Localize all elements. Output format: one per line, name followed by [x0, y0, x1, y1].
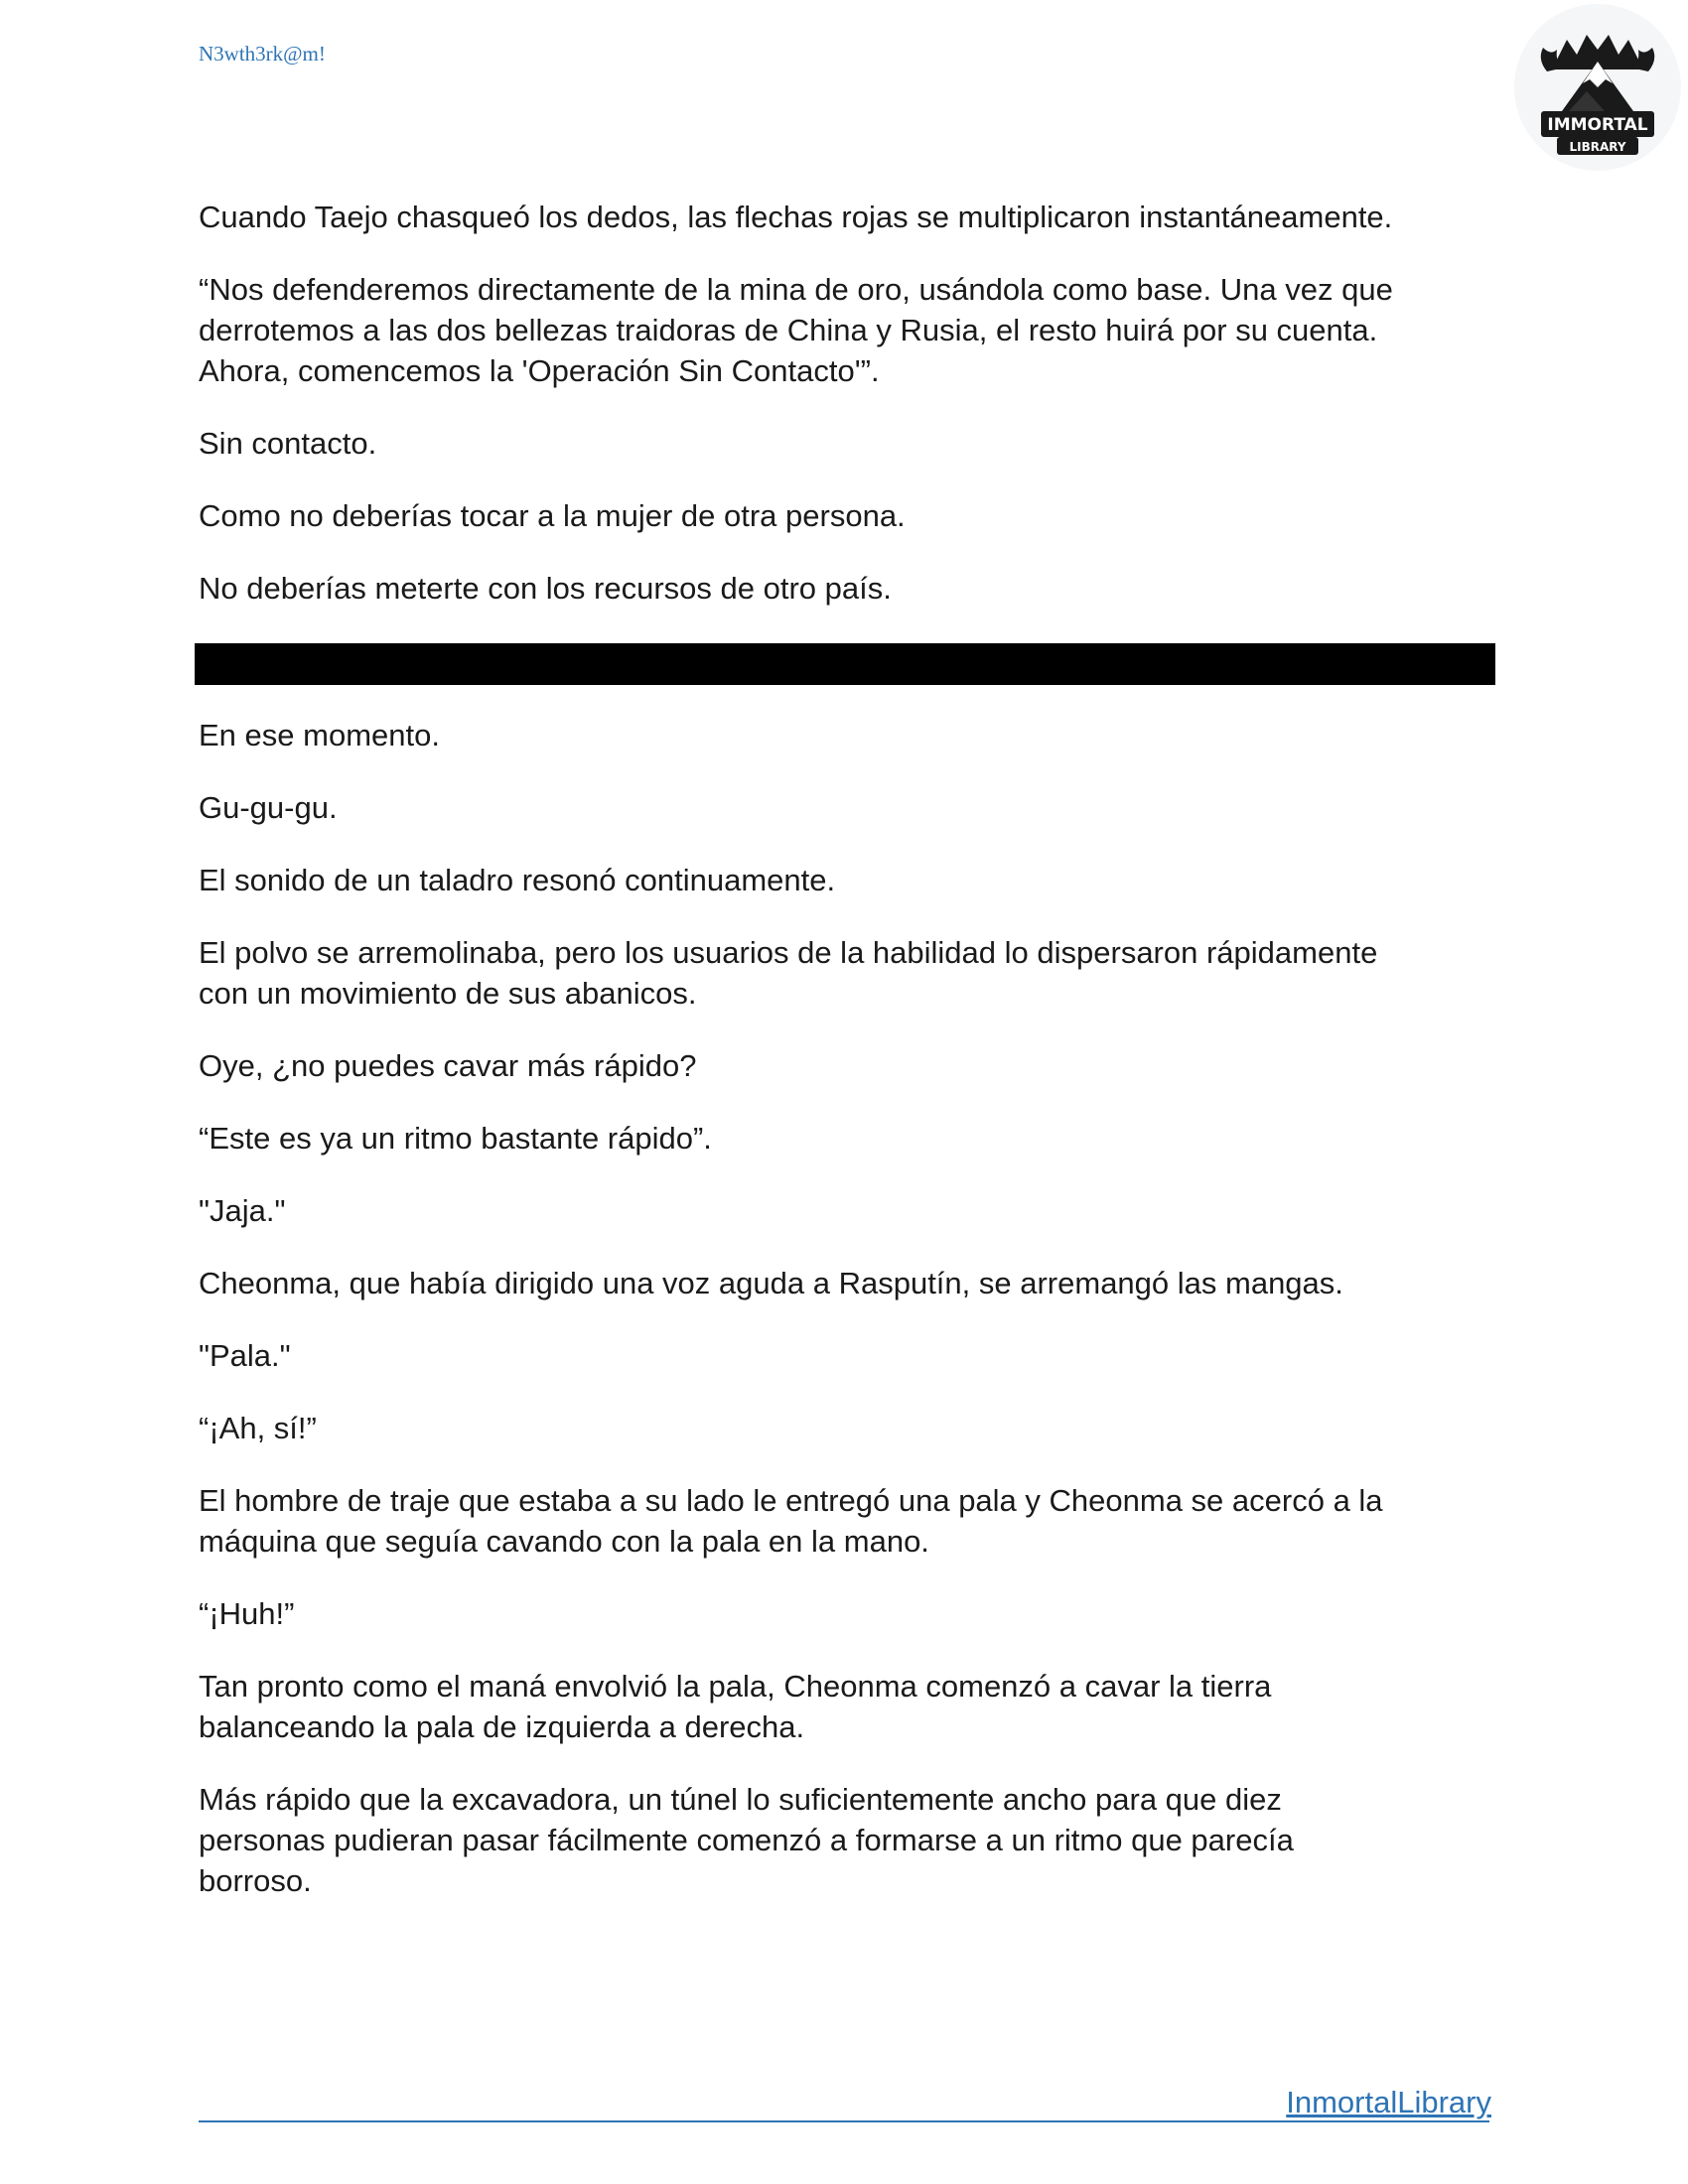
paragraph: Gu-gu-gu.	[199, 790, 338, 825]
paragraph: Cuando Taejo chasqueó los dedos, las flechas rojas se multiplicaron instantáneamente.	[199, 200, 1393, 234]
main-text-top	[199, 197, 1499, 640]
paragraph: “Nos defenderemos directamente de la mina de oro, usándola como base. Una vez que derrotemos a las dos bellezas traidoras de China y Rusia, el resto huirá por su cuenta. Ahora, comencemos la 'Operación Sin Contacto'”.	[199, 272, 1393, 388]
logo-text-top: IMMORTAL	[1547, 115, 1648, 135]
paragraph: Como no deberías tocar a la mujer de otra persona.	[199, 498, 906, 533]
paragraph: Oye, ¿no puedes cavar más rápido?	[199, 1048, 697, 1083]
main-text-bottom	[199, 715, 1499, 1933]
paragraph: El sonido de un taladro resonó continuamente.	[199, 863, 836, 897]
footer-link[interactable]: InmortalLibrary	[1286, 2085, 1491, 2119]
paragraph: “¡Huh!”	[199, 1596, 295, 1631]
paragraph: “¡Ah, sí!”	[199, 1411, 317, 1445]
paragraph: Más rápido que la excavadora, un túnel lo suficientemente ancho para que diez personas pudieran pasar fácilmente comenzó a formarse a un ritmo que parecía borroso.	[199, 1782, 1294, 1898]
paragraph: El hombre de traje que estaba a su lado le entregó una pala y Cheonma se acercó a la máquina que seguía cavando con la pala en la mano.	[199, 1483, 1383, 1559]
paragraph: En ese momento.	[199, 718, 440, 752]
logo-graphic	[1507, 0, 1688, 179]
paragraph: Cheonma, que había dirigido una voz aguda a Rasputín, se arremangó las mangas.	[199, 1266, 1343, 1300]
paragraph: Tan pronto como el maná envolvió la pala, Cheonma comenzó a cavar la tierra balanceando la pala de izquierda a derecha.	[199, 1669, 1272, 1744]
paragraph: “Este es ya un ritmo bastante rápido”.	[199, 1121, 712, 1156]
paragraph: "Pala."	[199, 1338, 291, 1373]
immortal-library-logo	[1507, 0, 1688, 179]
header-watermark: N3wth3rk@m!	[199, 42, 326, 66]
paragraph: Sin contacto.	[199, 426, 377, 461]
paragraph: "Jaja."	[199, 1193, 286, 1228]
section-separator-bar	[195, 643, 1495, 685]
paragraph: No deberías meterte con los recursos de otro país.	[199, 571, 892, 606]
logo-text-bottom: LIBRARY	[1569, 140, 1626, 154]
footer-rule	[199, 2120, 1489, 2122]
paragraph: El polvo se arremolinaba, pero los usuarios de la habilidad lo dispersaron rápidamente con un movimiento de sus abanicos.	[199, 935, 1378, 1011]
